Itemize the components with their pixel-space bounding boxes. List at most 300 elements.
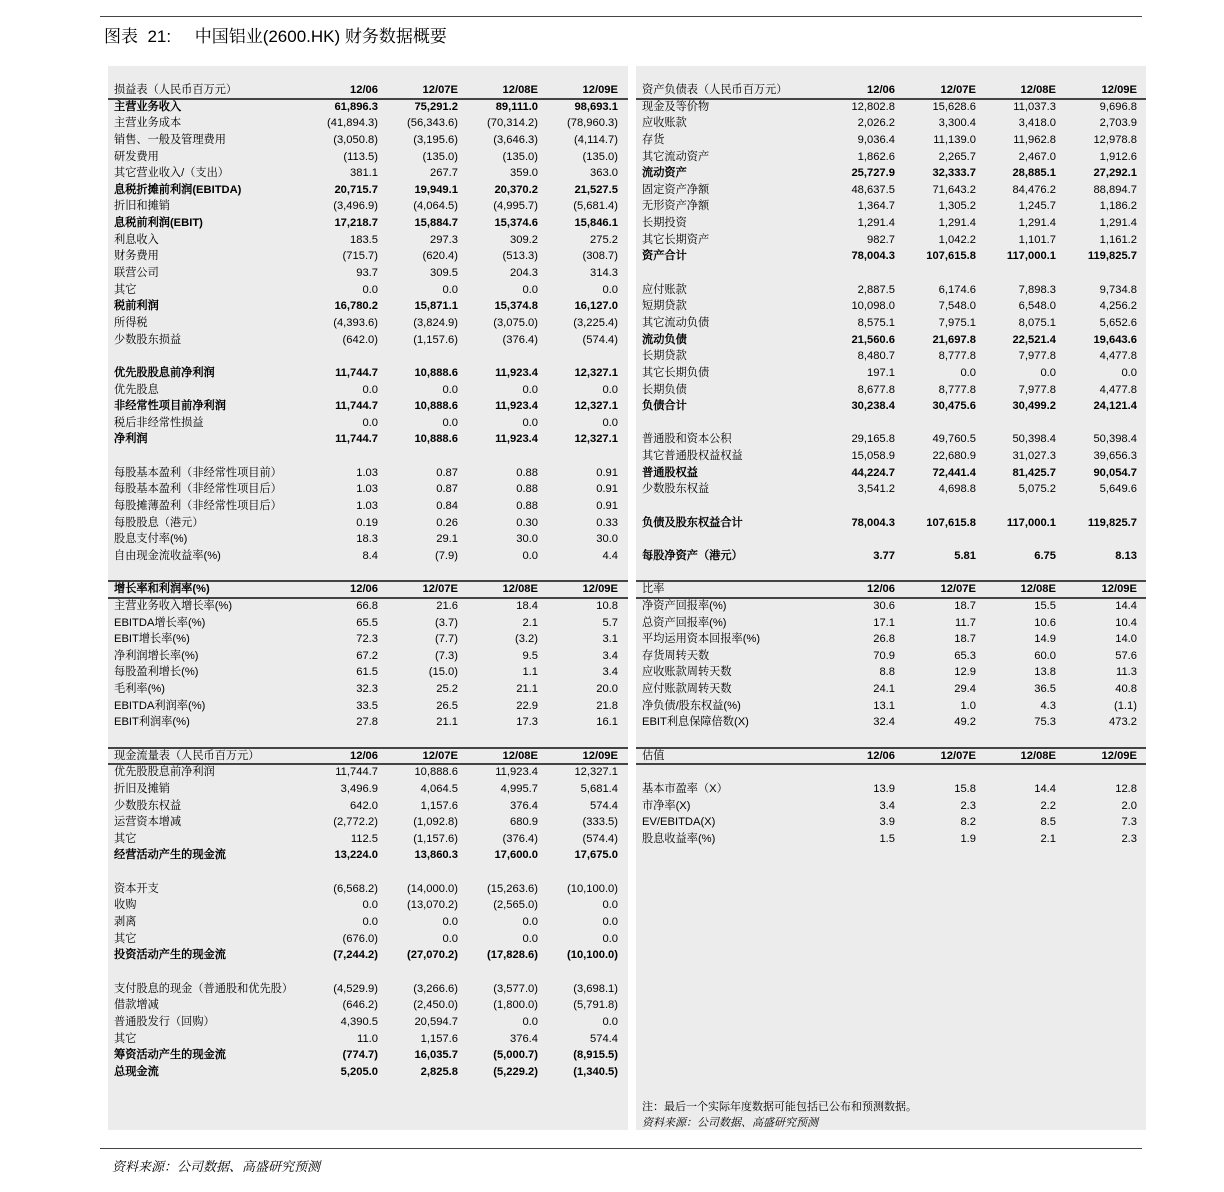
row-label: 其它流动负债 <box>642 316 710 329</box>
column-header: 12/08E <box>1020 84 1056 96</box>
table-row <box>636 598 1146 615</box>
cell-value: 5,205.0 <box>340 1065 378 1078</box>
cell-value: 5,681.4 <box>580 782 618 795</box>
table-row <box>108 1064 628 1081</box>
figure-title: 图表 21: 中国铝业(2600.HK) 财务数据概要 <box>104 27 447 46</box>
row-label: 联营公司 <box>114 267 159 280</box>
row-label: 应收账款周转天数 <box>642 666 732 679</box>
cell-value: 57.6 <box>1115 649 1137 662</box>
cell-value: 28,885.1 <box>1012 167 1056 180</box>
cell-value: 32.4 <box>873 716 895 729</box>
row-label: EBITDA利润率(%) <box>114 699 206 712</box>
cell-value: (574.4) <box>582 832 618 845</box>
spacer-row <box>108 565 628 582</box>
cell-value: 680.9 <box>510 816 538 829</box>
spacer-row <box>636 565 1146 582</box>
cell-value: (2,565.0) <box>493 899 538 912</box>
cell-value: 0.0 <box>442 932 458 945</box>
table-row <box>636 298 1146 315</box>
row-label: 资产合计 <box>642 250 687 263</box>
cell-value: 1,101.7 <box>1018 233 1056 246</box>
cell-value: 3.4 <box>602 666 618 679</box>
cell-value: 60.0 <box>1034 649 1056 662</box>
cell-value: (3,824.9) <box>413 316 458 329</box>
cell-value: 0.0 <box>522 932 538 945</box>
cell-value: 8.5 <box>1040 816 1056 829</box>
cell-value: 4.4 <box>602 549 618 562</box>
cell-value: (15.0) <box>428 666 458 679</box>
cell-value: 36.5 <box>1034 683 1056 696</box>
column-header: 12/09E <box>582 84 618 96</box>
cell-value: (10,100.0) <box>567 882 618 895</box>
cell-value: (4,529.9) <box>333 982 378 995</box>
cell-value: 363.0 <box>590 167 618 180</box>
table-row <box>108 548 628 565</box>
cell-value: (1,157.6) <box>413 832 458 845</box>
cell-value: 7,977.8 <box>1018 383 1056 396</box>
cell-value: 13.9 <box>873 782 895 795</box>
table-row <box>108 382 628 399</box>
cell-value: 117,000.1 <box>1006 250 1056 263</box>
cell-value: 3,300.4 <box>938 117 976 130</box>
cell-value: 3.4 <box>602 649 618 662</box>
row-label: 少数股东权益 <box>114 799 182 812</box>
cell-value: 21.1 <box>436 716 458 729</box>
cell-value: 8,677.8 <box>857 383 895 396</box>
row-label: 净利润增长率(%) <box>114 649 199 662</box>
row-label: 长期贷款 <box>642 350 687 363</box>
section-title: 资产负债表（人民币百万元） <box>642 84 788 96</box>
table-row <box>636 398 1146 415</box>
table-row <box>108 631 628 648</box>
cell-value: 0.84 <box>436 500 458 513</box>
column-header: 12/07E <box>940 84 976 96</box>
cell-value: (14,000.0) <box>407 882 458 895</box>
cell-value: (113.5) <box>343 150 378 163</box>
cell-value: 11.7 <box>955 616 976 629</box>
cell-value: 65.5 <box>356 616 378 629</box>
cell-value: 309.2 <box>510 233 538 246</box>
cell-value: 9,734.8 <box>1099 283 1137 296</box>
cell-value: 30.6 <box>873 599 895 612</box>
cell-value: 10,888.6 <box>414 400 458 413</box>
cell-value: 2.1 <box>1040 832 1056 845</box>
column-header: 12/08E <box>502 84 538 96</box>
cell-value: 10.4 <box>1115 616 1137 629</box>
cell-value: 0.33 <box>596 516 618 529</box>
cell-value: 24.1 <box>873 683 895 696</box>
spacer-row <box>636 415 1146 432</box>
cell-value: 1.0 <box>960 699 976 712</box>
cell-value: 5,652.6 <box>1099 316 1137 329</box>
table-row <box>108 681 628 698</box>
cell-value: 15,871.1 <box>414 300 458 313</box>
cell-value: 381.1 <box>350 167 378 180</box>
table-row <box>636 315 1146 332</box>
cell-value: (5,000.7) <box>493 1049 538 1062</box>
table-row <box>108 781 628 798</box>
row-label: EBITDA增长率(%) <box>114 616 206 629</box>
cell-value: 2,825.8 <box>420 1065 458 1078</box>
row-label: 普通股权益 <box>642 466 698 479</box>
cell-value: 0.87 <box>436 483 458 496</box>
cell-value: 4,064.5 <box>420 782 458 795</box>
cell-value: (4,114.7) <box>574 133 618 146</box>
table-row <box>636 348 1146 365</box>
cell-value: (3,075.0) <box>493 316 538 329</box>
cell-value: 0.0 <box>602 916 618 929</box>
cell-value: 2,265.7 <box>938 150 976 163</box>
row-label: 应付账款 <box>642 283 687 296</box>
figure-source: 资料来源：公司数据、高盛研究预测 <box>112 1159 321 1174</box>
cell-value: (646.2) <box>342 999 378 1012</box>
row-label: 主营业务成本 <box>114 117 182 130</box>
cell-value: 4,995.7 <box>500 782 538 795</box>
table-row <box>636 215 1146 232</box>
row-label: 资本开支 <box>114 882 159 895</box>
table-row <box>108 714 628 731</box>
cell-value: 1,157.6 <box>420 1032 458 1045</box>
table-row <box>636 182 1146 199</box>
row-label: 折旧和摊销 <box>114 200 170 213</box>
column-header: 12/09E <box>1101 84 1137 96</box>
table-row <box>108 1014 628 1031</box>
cell-value: 309.5 <box>430 267 458 280</box>
cell-value: 12,327.1 <box>574 366 618 379</box>
row-label: 优先股股息前净利润 <box>114 366 215 379</box>
row-label: 长期负债 <box>642 383 687 396</box>
cell-value: (1,157.6) <box>413 333 458 346</box>
cell-value: 29.1 <box>436 533 458 546</box>
row-label: 其它 <box>114 832 137 845</box>
table-row <box>636 548 1146 565</box>
cell-value: 0.0 <box>362 383 378 396</box>
cell-value: 27,292.1 <box>1093 167 1137 180</box>
cell-value: (3,266.6) <box>413 982 458 995</box>
cell-value: 3.4 <box>879 799 895 812</box>
row-label: 总资产回报率(%) <box>642 616 727 629</box>
cell-value: 75,291.2 <box>414 100 458 113</box>
cell-value: 8,075.1 <box>1018 316 1056 329</box>
row-label: 每股股息（港元） <box>114 516 204 529</box>
row-label: 其它流动资产 <box>642 150 710 163</box>
column-header: 12/08E <box>502 583 538 596</box>
cell-value: 4,256.2 <box>1099 300 1137 313</box>
cell-value: (135.0) <box>582 150 618 163</box>
cell-value: 1,291.4 <box>1099 217 1137 230</box>
cell-value: (7,244.2) <box>333 949 378 962</box>
table-row <box>636 714 1146 731</box>
cell-value: 49.2 <box>954 716 976 729</box>
section-title: 比率 <box>642 583 665 596</box>
section-header-row <box>636 581 1146 598</box>
cell-value: 15,374.8 <box>494 300 538 313</box>
cell-value: 359.0 <box>510 167 538 180</box>
spacer-row <box>636 531 1146 548</box>
column-header: 12/07E <box>422 583 458 596</box>
cell-value: 642.0 <box>350 799 378 812</box>
cell-value: 16,780.2 <box>334 300 378 313</box>
cell-value: 7.3 <box>1121 816 1137 829</box>
cell-value: 12,802.8 <box>851 100 895 113</box>
cell-value: 297.3 <box>430 233 458 246</box>
table-row <box>108 615 628 632</box>
row-label: 净利润 <box>114 433 148 446</box>
cell-value: 11,744.7 <box>335 766 378 779</box>
row-label: 普通股发行（回购） <box>114 1015 215 1028</box>
table-row <box>636 332 1146 349</box>
column-header: 12/08E <box>1020 749 1056 762</box>
cell-value: 10.6 <box>1034 616 1056 629</box>
row-label: 应付账款周转天数 <box>642 683 732 696</box>
row-label: 其它 <box>114 283 137 296</box>
column-header: 12/06 <box>867 84 895 96</box>
cell-value: 15.5 <box>1034 599 1056 612</box>
cell-value: 12.9 <box>954 666 976 679</box>
cell-value: 0.0 <box>362 899 378 912</box>
table-row <box>636 165 1146 182</box>
cell-value: 2.3 <box>1121 832 1137 845</box>
cell-value: 11,923.4 <box>495 400 538 413</box>
row-label: 长期投资 <box>642 217 687 230</box>
cell-value: (715.7) <box>342 250 378 263</box>
cell-value: 1,291.4 <box>857 217 895 230</box>
cell-value: 78,004.3 <box>851 250 895 263</box>
cell-value: 0.91 <box>596 483 618 496</box>
cell-value: 10,888.6 <box>414 766 458 779</box>
cell-value: 8.13 <box>1115 549 1137 562</box>
cell-value: 15,374.6 <box>494 217 538 230</box>
row-label: 筹资活动产生的现金流 <box>114 1049 226 1062</box>
table-row <box>108 115 628 132</box>
cell-value: 90,054.7 <box>1093 466 1137 479</box>
cell-value: 0.0 <box>522 283 538 296</box>
row-label: 其它营业收入/（支出） <box>114 167 229 180</box>
cell-value: 8,777.8 <box>938 383 976 396</box>
cell-value: 18.7 <box>954 599 976 612</box>
column-header: 12/09E <box>1101 749 1137 762</box>
cell-value: 0.0 <box>960 366 976 379</box>
table-row <box>636 831 1146 848</box>
table-row <box>108 298 628 315</box>
table-row <box>636 814 1146 831</box>
row-label: 财务费用 <box>114 250 159 263</box>
row-label: 主营业务收入增长率(%) <box>114 599 233 612</box>
cell-value: (3.2) <box>514 633 538 646</box>
cell-value: 10,888.6 <box>414 433 458 446</box>
row-label: 存货 <box>642 133 665 146</box>
cell-value: 1,305.2 <box>938 200 976 213</box>
cell-value: (333.5) <box>582 816 618 829</box>
cell-value: 17.3 <box>516 716 538 729</box>
table-row <box>108 814 628 831</box>
cell-value: 11.0 <box>357 1032 378 1045</box>
spacer-row <box>636 764 1146 781</box>
cell-value: 93.7 <box>356 267 378 280</box>
cell-value: (1,340.5) <box>573 1065 618 1078</box>
cell-value: (4,995.7) <box>493 200 538 213</box>
cell-value: 0.0 <box>442 383 458 396</box>
cell-value: 17,675.0 <box>574 849 618 862</box>
row-label: 主营业务收入 <box>114 100 182 113</box>
cell-value: 1,186.2 <box>1099 200 1137 213</box>
row-label: 基本市盈率（X） <box>642 782 728 795</box>
cell-value: 11,744.7 <box>335 433 378 446</box>
row-label: 税后非经常性损益 <box>114 416 204 429</box>
cell-value: 1,364.7 <box>857 200 895 213</box>
cell-value: 88,894.7 <box>1093 183 1137 196</box>
cell-value: 5.81 <box>954 549 976 562</box>
row-label: 优先股息 <box>114 383 159 396</box>
row-label: EBIT利润率(%) <box>114 716 190 729</box>
cell-value: 5,649.6 <box>1099 483 1137 496</box>
cell-value: 8.4 <box>362 549 378 562</box>
cell-value: (2,450.0) <box>413 999 458 1012</box>
cell-value: 19,643.6 <box>1093 333 1137 346</box>
cell-value: 0.88 <box>516 466 538 479</box>
cell-value: 2,026.2 <box>857 117 895 130</box>
row-label: 总现金流 <box>114 1065 159 1078</box>
table-row <box>108 764 628 781</box>
cell-value: 50,398.4 <box>1012 433 1056 446</box>
column-header: 12/07E <box>422 84 458 96</box>
row-label: 支付股息的现金（普通股和优先股） <box>114 982 294 995</box>
cell-value: 8.2 <box>960 816 976 829</box>
cell-value: 15,628.6 <box>932 100 976 113</box>
row-label: 负债合计 <box>642 400 687 413</box>
cell-value: 20.0 <box>596 683 618 696</box>
row-label: 市净率(X) <box>642 799 691 812</box>
cell-value: 314.3 <box>590 267 618 280</box>
cell-value: (70,314.2) <box>487 117 538 130</box>
cell-value: 0.0 <box>362 916 378 929</box>
column-header: 12/09E <box>582 749 618 762</box>
cell-value: 1,042.2 <box>938 233 976 246</box>
cell-value: 112.5 <box>350 832 378 845</box>
table-row <box>636 664 1146 681</box>
cell-value: 0.0 <box>522 416 538 429</box>
row-label: EBIT利息保障倍数(X) <box>642 716 749 729</box>
row-label: 息税折摊前利润(EBITDA) <box>114 183 242 196</box>
cell-value: 10,098.0 <box>851 300 895 313</box>
cell-value: 48,637.5 <box>851 183 895 196</box>
row-label: 其它 <box>114 1032 137 1045</box>
cell-value: 61.5 <box>356 666 378 679</box>
cell-value: (78,960.3) <box>567 117 618 130</box>
cell-value: 1,291.4 <box>938 217 976 230</box>
cell-value: 0.30 <box>516 516 538 529</box>
row-label: 每股净资产（港元） <box>642 549 743 562</box>
cell-value: 267.7 <box>430 167 458 180</box>
cell-value: 26.5 <box>436 699 458 712</box>
cell-value: 0.0 <box>442 916 458 929</box>
cell-value: 1.03 <box>356 483 378 496</box>
row-label: 其它 <box>114 932 137 945</box>
table-row <box>108 1047 628 1064</box>
cell-value: 1.1 <box>522 666 538 679</box>
cell-value: 25,727.9 <box>851 167 895 180</box>
table-row <box>636 382 1146 399</box>
cell-value: 66.8 <box>356 599 378 612</box>
cell-value: 17,218.7 <box>334 217 378 230</box>
cell-value: 2.3 <box>960 799 976 812</box>
section-header-row <box>636 748 1146 765</box>
cell-value: (376.4) <box>502 832 538 845</box>
cell-value: 6,174.6 <box>938 283 976 296</box>
cell-value: 0.87 <box>436 466 458 479</box>
cell-value: 119,825.7 <box>1087 516 1137 529</box>
cell-value: 32.3 <box>356 683 378 696</box>
cell-value: 30,475.6 <box>932 400 976 413</box>
cell-value: 40.8 <box>1115 683 1137 696</box>
spacer-row <box>108 731 628 748</box>
table-row <box>108 415 628 432</box>
row-label: 流动负债 <box>642 333 687 346</box>
column-header: 12/08E <box>1020 583 1056 596</box>
cell-value: 5.7 <box>602 616 618 629</box>
table-row <box>636 648 1146 665</box>
cell-value: 7,548.0 <box>938 300 976 313</box>
cell-value: 21.6 <box>436 599 458 612</box>
cell-value: 9,036.4 <box>857 133 895 146</box>
cell-value: 6,548.0 <box>1018 300 1056 313</box>
cell-value: 11.3 <box>1116 666 1137 679</box>
cell-value: (513.3) <box>502 250 538 263</box>
cell-value: 10.8 <box>596 599 618 612</box>
table-row <box>108 99 628 116</box>
table-row <box>108 498 628 515</box>
cell-value: 12,327.1 <box>574 766 618 779</box>
table-row <box>108 698 628 715</box>
cell-value: 22.9 <box>516 699 538 712</box>
cell-value: 11,962.8 <box>1013 133 1056 146</box>
row-label: 毛利率(%) <box>114 683 165 696</box>
cell-value: 473.2 <box>1109 716 1137 729</box>
table-row <box>108 365 628 382</box>
cell-value: 574.4 <box>590 799 618 812</box>
panel-source-note: 资料来源：公司数据、高盛研究预测 <box>642 1117 818 1129</box>
spacer-row <box>108 864 628 881</box>
cell-value: 376.4 <box>510 1032 538 1045</box>
cell-value: 18.3 <box>356 533 378 546</box>
cell-value: 3.77 <box>873 549 895 562</box>
cell-value: 70.9 <box>873 649 895 662</box>
right-financial-table <box>636 82 1146 847</box>
table-row <box>108 265 628 282</box>
row-label: 每股盈利增长(%) <box>114 666 199 679</box>
cell-value: 117,000.1 <box>1006 516 1056 529</box>
column-header: 12/06 <box>350 84 378 96</box>
cell-value: 18.4 <box>516 599 538 612</box>
cell-value: 12,327.1 <box>574 433 618 446</box>
row-label: 投资活动产生的现金流 <box>114 949 226 962</box>
cell-value: 27.8 <box>356 716 378 729</box>
cell-value: 20,370.2 <box>494 183 538 196</box>
cell-value: 0.0 <box>522 383 538 396</box>
cell-value: (1,092.8) <box>413 816 458 829</box>
top-rule <box>100 16 1142 17</box>
column-header: 12/07E <box>422 749 458 762</box>
table-row <box>108 149 628 166</box>
row-label: 净资产回报率(%) <box>642 599 727 612</box>
cell-value: (1.1) <box>1113 699 1137 712</box>
table-row <box>636 365 1146 382</box>
footnote: 注：最后一个实际年度数据可能包括已公布和预测数据。 <box>642 1101 917 1113</box>
column-header: 12/07E <box>940 749 976 762</box>
row-label: 利息收入 <box>114 233 159 246</box>
table-row <box>636 481 1146 498</box>
table-row <box>636 448 1146 465</box>
